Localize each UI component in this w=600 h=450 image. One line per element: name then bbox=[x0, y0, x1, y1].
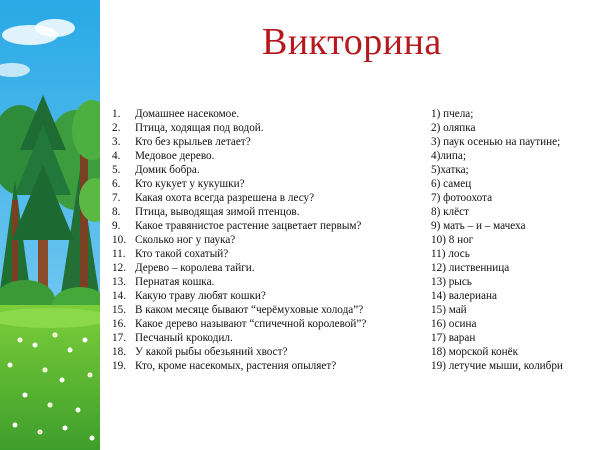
question-number: 18. bbox=[112, 346, 126, 358]
question-text: Птица, выводящая зимой птенцов. bbox=[135, 206, 300, 218]
answer-text: 1) пчела; bbox=[431, 108, 474, 120]
quiz-row bbox=[0, 331, 600, 345]
quiz-row bbox=[0, 121, 600, 135]
question-text: Медовое дерево. bbox=[135, 150, 215, 162]
answer-text: 8) клёст bbox=[431, 206, 469, 218]
question-number: 10. bbox=[112, 234, 126, 246]
question-text: Кто, кроме насекомых, растения опыляет? bbox=[135, 360, 337, 372]
question-number: 14. bbox=[112, 290, 126, 302]
answer-text: 18) морской конёк bbox=[431, 346, 519, 358]
answer-text: 12) лиственница bbox=[431, 262, 510, 274]
answer-text: 19) летучие мыши, колибри bbox=[431, 360, 563, 372]
quiz-row bbox=[0, 177, 600, 191]
question-number: 17. bbox=[112, 332, 126, 344]
question-text: Пернатая кошка. bbox=[135, 276, 215, 288]
question-text: Кто такой сохатый? bbox=[135, 248, 229, 260]
answer-text: 10) 8 ног bbox=[431, 234, 474, 246]
question-text: Кто без крыльев летает? bbox=[135, 136, 251, 148]
quiz-row bbox=[0, 191, 600, 205]
question-number: 6. bbox=[112, 178, 121, 190]
answer-text: 3) паук осенью на паутине; bbox=[431, 136, 561, 148]
question-text: Песчаный крокодил. bbox=[135, 332, 233, 344]
question-number: 9. bbox=[112, 220, 121, 232]
question-number: 19. bbox=[112, 360, 126, 372]
answer-text: 16) осина bbox=[431, 318, 477, 330]
answer-text: 15) май bbox=[431, 304, 467, 316]
question-number: 3. bbox=[112, 136, 121, 148]
quiz-row bbox=[0, 149, 600, 163]
question-text: Какую траву любят кошки? bbox=[135, 290, 266, 302]
answer-text: 11) лось bbox=[431, 248, 470, 260]
question-text: Какое дерево называют “спичечной королевой”? bbox=[135, 318, 367, 330]
answer-text: 13) рысь bbox=[431, 276, 472, 288]
question-number: 8. bbox=[112, 206, 121, 218]
question-text: Кто кукует у кукушки? bbox=[135, 178, 245, 190]
quiz-row bbox=[0, 275, 600, 289]
question-text: Сколько ног у паука? bbox=[135, 234, 236, 246]
quiz-row bbox=[0, 359, 600, 373]
answer-text: 14) валериана bbox=[431, 290, 497, 302]
question-text: Какое травянистое растение зацветает первым? bbox=[135, 220, 362, 232]
question-number: 1. bbox=[112, 108, 121, 120]
question-number: 12. bbox=[112, 262, 126, 274]
question-number: 13. bbox=[112, 276, 126, 288]
question-text: Дерево – королева тайги. bbox=[135, 262, 255, 274]
quiz-row bbox=[0, 135, 600, 149]
quiz-row bbox=[0, 317, 600, 331]
quiz-row bbox=[0, 163, 600, 177]
question-text: Птица, ходящая под водой. bbox=[135, 122, 264, 134]
question-number: 2. bbox=[112, 122, 121, 134]
question-text: Какая охота всегда разрешена в лесу? bbox=[135, 192, 315, 204]
question-number: 11. bbox=[112, 248, 126, 260]
page-title: Викторина bbox=[262, 21, 442, 63]
question-text: У какой рыбы обезьяний хвост? bbox=[135, 346, 288, 358]
answer-text: 7) фотоохота bbox=[431, 192, 493, 204]
answer-text: 2) оляпка bbox=[431, 122, 476, 134]
quiz-row bbox=[0, 303, 600, 317]
quiz-row bbox=[0, 205, 600, 219]
answer-text: 6) самец bbox=[431, 178, 472, 190]
quiz-row bbox=[0, 247, 600, 261]
question-number: 16. bbox=[112, 318, 126, 330]
quiz-row bbox=[0, 233, 600, 247]
answer-text: 9) мать – и – мачеха bbox=[431, 220, 526, 232]
quiz-row bbox=[0, 107, 600, 121]
answer-text: 4)липа; bbox=[431, 150, 466, 162]
question-number: 7. bbox=[112, 192, 121, 204]
quiz-row bbox=[0, 345, 600, 359]
answer-text: 5)хатка; bbox=[431, 164, 469, 176]
quiz-row bbox=[0, 219, 600, 233]
question-text: Домашнее насекомое. bbox=[135, 108, 240, 120]
question-text: Домик бобра. bbox=[135, 164, 200, 176]
answer-text: 17) варан bbox=[431, 332, 476, 344]
question-number: 4. bbox=[112, 150, 121, 162]
question-text: В каком месяце бывают “черёмуховые холода”? bbox=[135, 304, 364, 316]
question-number: 5. bbox=[112, 164, 121, 176]
question-number: 15. bbox=[112, 304, 126, 316]
quiz-row bbox=[0, 261, 600, 275]
quiz-row bbox=[0, 289, 600, 303]
